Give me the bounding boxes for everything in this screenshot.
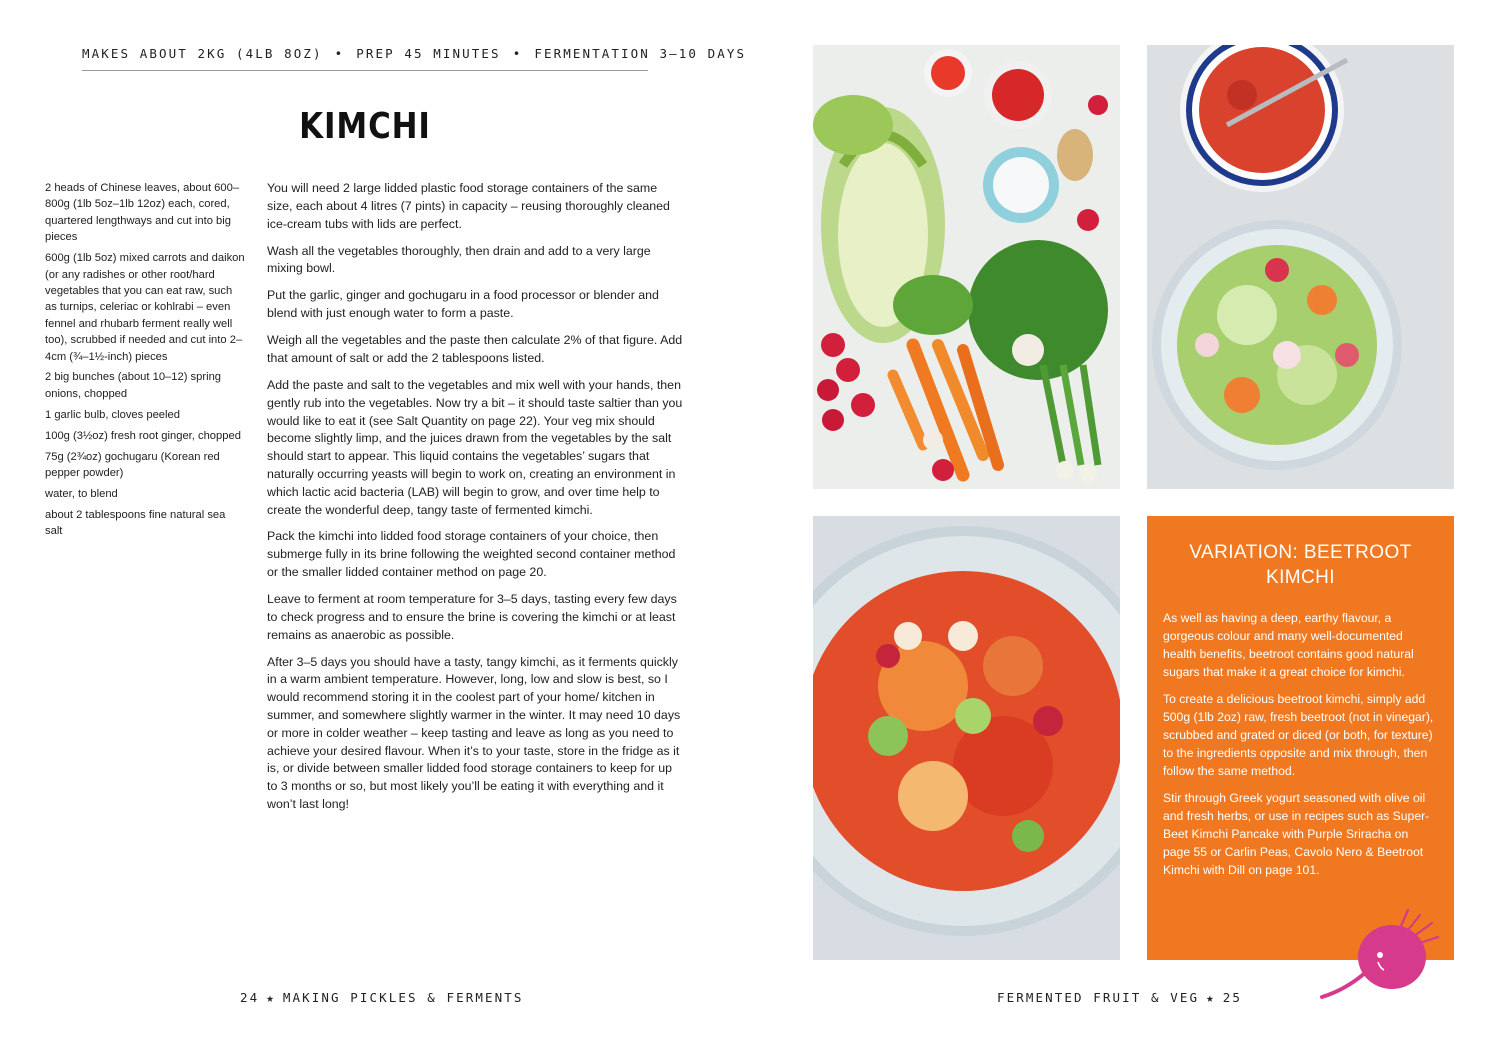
yield-text: MAKES ABOUT 2KG (4LB 8OZ)	[82, 46, 323, 61]
method-paragraph: Leave to ferment at room temperature for 3–5 days, tasting every few days to check progress and to ensure the brine is covering the kimchi or at least remains as anaerobic as possible.	[267, 592, 677, 642]
page-number: 24	[240, 990, 260, 1005]
prep-time-text: PREP 45 MINUTES	[356, 46, 501, 61]
footer-left	[240, 990, 524, 1005]
variation-paragraph: Stir through Greek yogurt seasoned with olive oil and fresh herbs, or use in recipes such as Super-Beet Kimchi Pancake with Purple Sriracha on page 55 or Carlin Peas, Cavolo Nero & Beetroot Kimchi with Dill on page 101.	[1163, 790, 1430, 877]
method-paragraph: After 3–5 days you should have a tasty, tangy kimchi, as it ferments quickly in a warm ambient temperature. However, long, low and slow is best, so I would recommend storing it in the coolest part of your home/ kitchen in summer, and somewhere slightly warmer in the winter. It may need 10 days or more in colder weather – keep tasting and leave as long as you need to achieve your desired flavour. When it’s to your taste, store in the fridge as it is, or divide between smaller lidded food storage containers to keep for up to 3 months or so, but most likely you’ll be eating it with everything and it won’t last long!	[267, 654, 681, 812]
kimchi-bowl-photo	[813, 516, 1120, 960]
fermentation-time-text: FERMENTATION 3–10 DAYS	[534, 46, 747, 61]
meta-separator: •	[334, 46, 345, 61]
method-paragraph: Weigh all the vegetables and the paste then calculate 2% of that figure. Add that amount of salt or add the 2 tablespoons listed.	[267, 333, 683, 365]
ingredient-item: water, to blend	[45, 487, 118, 500]
method-paragraph: Add the paste and salt to the vegetables and mix well with your hands, then gently rub into the vegetables. Now try a bit – it should taste saltier than you would like to eat it (see Salt Quantity on page 22). Your veg mix should become slightly limp, and the juices drawn from the vegetables by the salt should start to appear. This liquid contains the vegetables’ sugars that naturally occurring yeasts will begin to work on, creating an environment in which lactic acid bacteria (LAB) will begin to grow, and over time help to create the wonderful deep, tangy taste of fermented kimchi.	[267, 377, 683, 517]
vegetables-photo	[813, 45, 1120, 489]
recipe-meta	[82, 46, 747, 71]
method-paragraph: Pack the kimchi into lidded food storage containers of your choice, then submerge fully in its brine following the weighted second container method or the smaller lidded container method on page 20.	[267, 529, 676, 580]
paste-and-bowl-photo	[1147, 45, 1454, 489]
ingredient-item: 2 heads of Chinese leaves, about 600–800g (1lb 5oz–1lb 12oz) each, cored, quartered lengthways and cut into big pieces	[45, 182, 240, 244]
ingredient-item: 2 big bunches (about 10–12) spring onions, chopped	[45, 371, 222, 400]
ingredient-item: 100g (3½oz) fresh root ginger, chopped	[45, 429, 241, 442]
star-icon: ★	[1206, 990, 1216, 1005]
section-name: MAKING PICKLES & FERMENTS	[282, 990, 524, 1005]
ingredient-item: 75g (2¾oz) gochugaru (Korean red pepper powder)	[45, 450, 220, 479]
variation-paragraph: As well as having a deep, earthy flavour, a gorgeous colour and many well-documented health benefits, beetroot contains good natural sugars that make it a great choice for kimchi.	[1163, 611, 1414, 679]
method-paragraph: You will need 2 large lidded plastic food storage containers of the same size, each about 4 litres (7 pints) in capacity – reusing thoroughly cleaned ice-cream tubs with lids are perfect.	[267, 181, 670, 231]
method-paragraph: Put the garlic, ginger and gochugaru in a food processor or blender and blend with just enough water to form a paste.	[267, 288, 659, 321]
recipe-title: KIMCHI	[299, 106, 431, 147]
star-icon: ★	[266, 990, 276, 1005]
meta-separator: •	[512, 46, 523, 61]
variation-box	[1147, 516, 1454, 960]
ingredient-item: 600g (1lb 5oz) mixed carrots and daikon (or any radishes or other root/hard vegetables that you can eat raw, such as turnips, celeriac or kohlrabi – even fennel and rhubarb ferment really well too), scrubbed if needed and cut into 2–4cm (¾–1½-inch) pieces	[45, 252, 245, 363]
variation-title: VARIATION: BEETROOT KIMCHI	[1189, 542, 1412, 588]
beetroot-illustration-icon	[1320, 905, 1445, 1005]
method-text	[267, 180, 685, 823]
page-number: 25	[1222, 990, 1242, 1005]
ingredient-item: about 2 tablespoons fine natural sea salt	[45, 508, 226, 538]
ingredient-item: 1 garlic bulb, cloves peeled	[45, 408, 180, 421]
variation-paragraph: To create a delicious beetroot kimchi, simply add 500g (1lb 2oz) raw, fresh beetroot (not in vinegar), scrubbed and grated or diced (or both, for texture) to the ingredients opposite and mix through, then follow the same method.	[1163, 692, 1434, 778]
footer-right	[997, 990, 1242, 1005]
method-paragraph: Wash all the vegetables thoroughly, then drain and add to a very large mixing bowl.	[267, 243, 651, 276]
section-name: FERMENTED FRUIT & VEG	[996, 990, 1200, 1005]
ingredients-list	[45, 180, 245, 544]
